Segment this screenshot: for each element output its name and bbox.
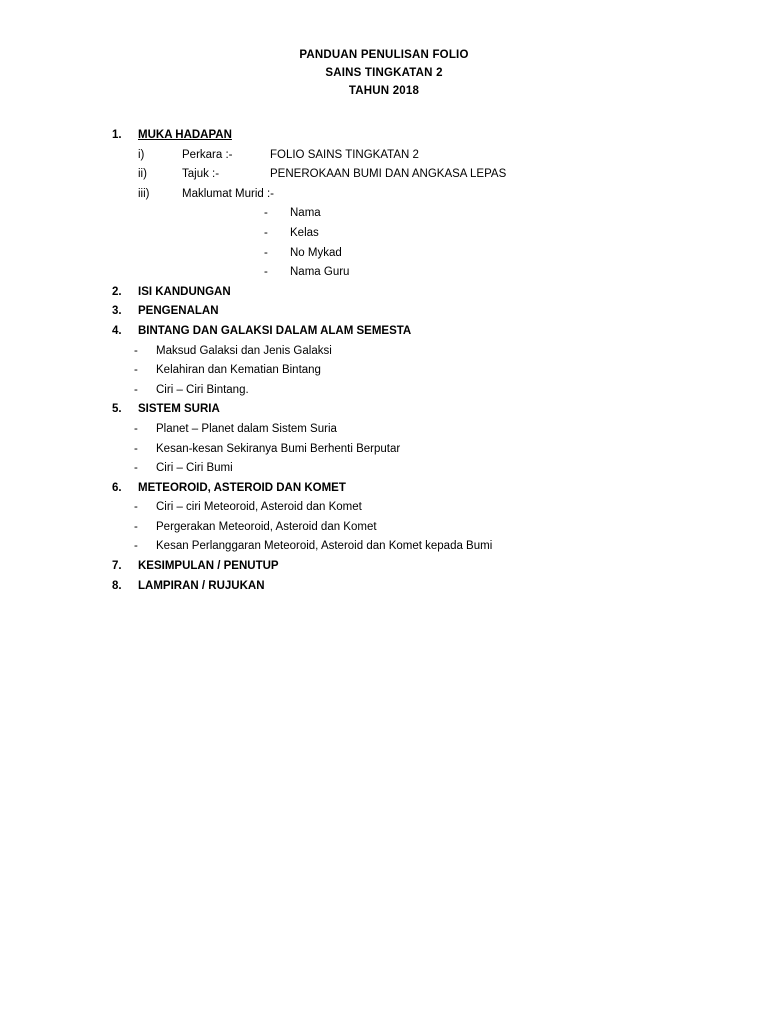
subitem-label: Kesan Perlanggaran Meteoroid, Asteroid dan Komet kepada Bumi <box>156 540 493 553</box>
dash-marker: - <box>134 383 138 396</box>
section-6-subitem-3 <box>134 537 712 556</box>
subitem-label: Kesan-kesan Sekiranya Bumi Berhenti Berputar <box>156 442 401 455</box>
section-number: 3. <box>112 305 122 318</box>
section-4-subitem-2 <box>134 361 712 380</box>
title-line-2: SAINS TINGKATAN 2 <box>325 67 443 79</box>
roman-label: Tajuk :- <box>182 168 220 181</box>
section-item-3 <box>112 302 712 321</box>
murid-item-label: No Mykad <box>290 246 342 259</box>
section-heading: KESIMPULAN / PENUTUP <box>138 560 279 573</box>
section-heading: ISI KANDUNGAN <box>138 285 231 298</box>
section-number: 8. <box>112 579 122 592</box>
section-5-subitem-3 <box>134 459 712 478</box>
dash-marker: - <box>134 540 138 553</box>
subitem-label: Maksud Galaksi dan Jenis Galaksi <box>156 344 332 357</box>
roman-value: FOLIO SAINS TINGKATAN 2 <box>270 148 419 161</box>
document-title-block <box>56 46 712 100</box>
section-number: 6. <box>112 481 122 494</box>
murid-item-label: Nama Guru <box>290 266 350 279</box>
subitem-label: Ciri – ciri Meteoroid, Asteroid dan Komet <box>156 501 362 514</box>
section-item-8 <box>112 577 712 596</box>
section-item-2 <box>112 283 712 302</box>
section-number: 1. <box>112 129 122 141</box>
subsection-item-ii <box>138 165 712 184</box>
murid-item-nama-guru <box>264 263 712 282</box>
murid-item-nama <box>264 204 712 223</box>
dash-marker: - <box>134 442 138 455</box>
section-6-subitem-1 <box>134 498 712 517</box>
dash-marker: - <box>264 266 268 279</box>
section-4-subitem-3 <box>134 381 712 400</box>
section-number: 4. <box>112 324 122 337</box>
section-4-subitem-1 <box>134 342 712 361</box>
murid-item-kelas <box>264 224 712 243</box>
section-item-6 <box>112 479 712 498</box>
murid-item-no-mykad <box>264 244 712 263</box>
dash-marker: - <box>264 226 268 239</box>
section-6-subitem-2 <box>134 518 712 537</box>
subsection-item-iii <box>138 185 712 204</box>
dash-marker: - <box>134 501 138 514</box>
section-heading: PENGENALAN <box>138 305 219 318</box>
roman-marker: i) <box>138 148 145 161</box>
roman-value: PENEROKAAN BUMI DAN ANGKASA LEPAS <box>270 168 507 181</box>
section-number: 2. <box>112 285 122 298</box>
subitem-label: Ciri – Ciri Bumi <box>156 462 233 475</box>
section-number: 5. <box>112 403 122 416</box>
section-heading: MUKA HADAPAN <box>138 129 232 141</box>
section-5-subitem-2 <box>134 440 712 459</box>
dash-marker: - <box>134 422 138 435</box>
roman-marker: iii) <box>138 187 150 200</box>
dash-marker: - <box>134 364 138 377</box>
murid-item-label: Kelas <box>290 226 319 239</box>
subsection-item-i <box>138 146 712 165</box>
title-line-1: PANDUAN PENULISAN FOLIO <box>299 49 469 61</box>
roman-label: Perkara :- <box>182 148 233 161</box>
section-item-4 <box>112 322 712 341</box>
section-item-7 <box>112 557 712 576</box>
title-line-3: TAHUN 2018 <box>348 85 420 97</box>
murid-item-label: Nama <box>290 207 321 220</box>
section-heading: LAMPIRAN / RUJUKAN <box>138 579 265 592</box>
dash-marker: - <box>264 246 268 259</box>
subitem-label: Pergerakan Meteoroid, Asteroid dan Komet <box>156 520 377 533</box>
dash-marker: - <box>134 462 138 475</box>
dash-marker: - <box>134 520 138 533</box>
document-content <box>56 126 712 595</box>
subitem-label: Ciri – Ciri Bintang. <box>156 383 249 396</box>
section-item-5 <box>112 400 712 419</box>
section-5-subitem-1 <box>134 420 712 439</box>
subitem-label: Planet – Planet dalam Sistem Suria <box>156 422 337 435</box>
roman-label: Maklumat Murid :- <box>182 187 275 200</box>
roman-marker: ii) <box>138 168 147 181</box>
section-heading: SISTEM SURIA <box>138 403 220 416</box>
section-item-1 <box>112 126 712 145</box>
section-number: 7. <box>112 560 122 573</box>
dash-marker: - <box>134 344 138 357</box>
section-heading: BINTANG DAN GALAKSI DALAM ALAM SEMESTA <box>138 324 412 337</box>
subitem-label: Kelahiran dan Kematian Bintang <box>156 364 321 377</box>
section-heading: METEOROID, ASTEROID DAN KOMET <box>138 481 346 494</box>
dash-marker: - <box>264 207 268 220</box>
